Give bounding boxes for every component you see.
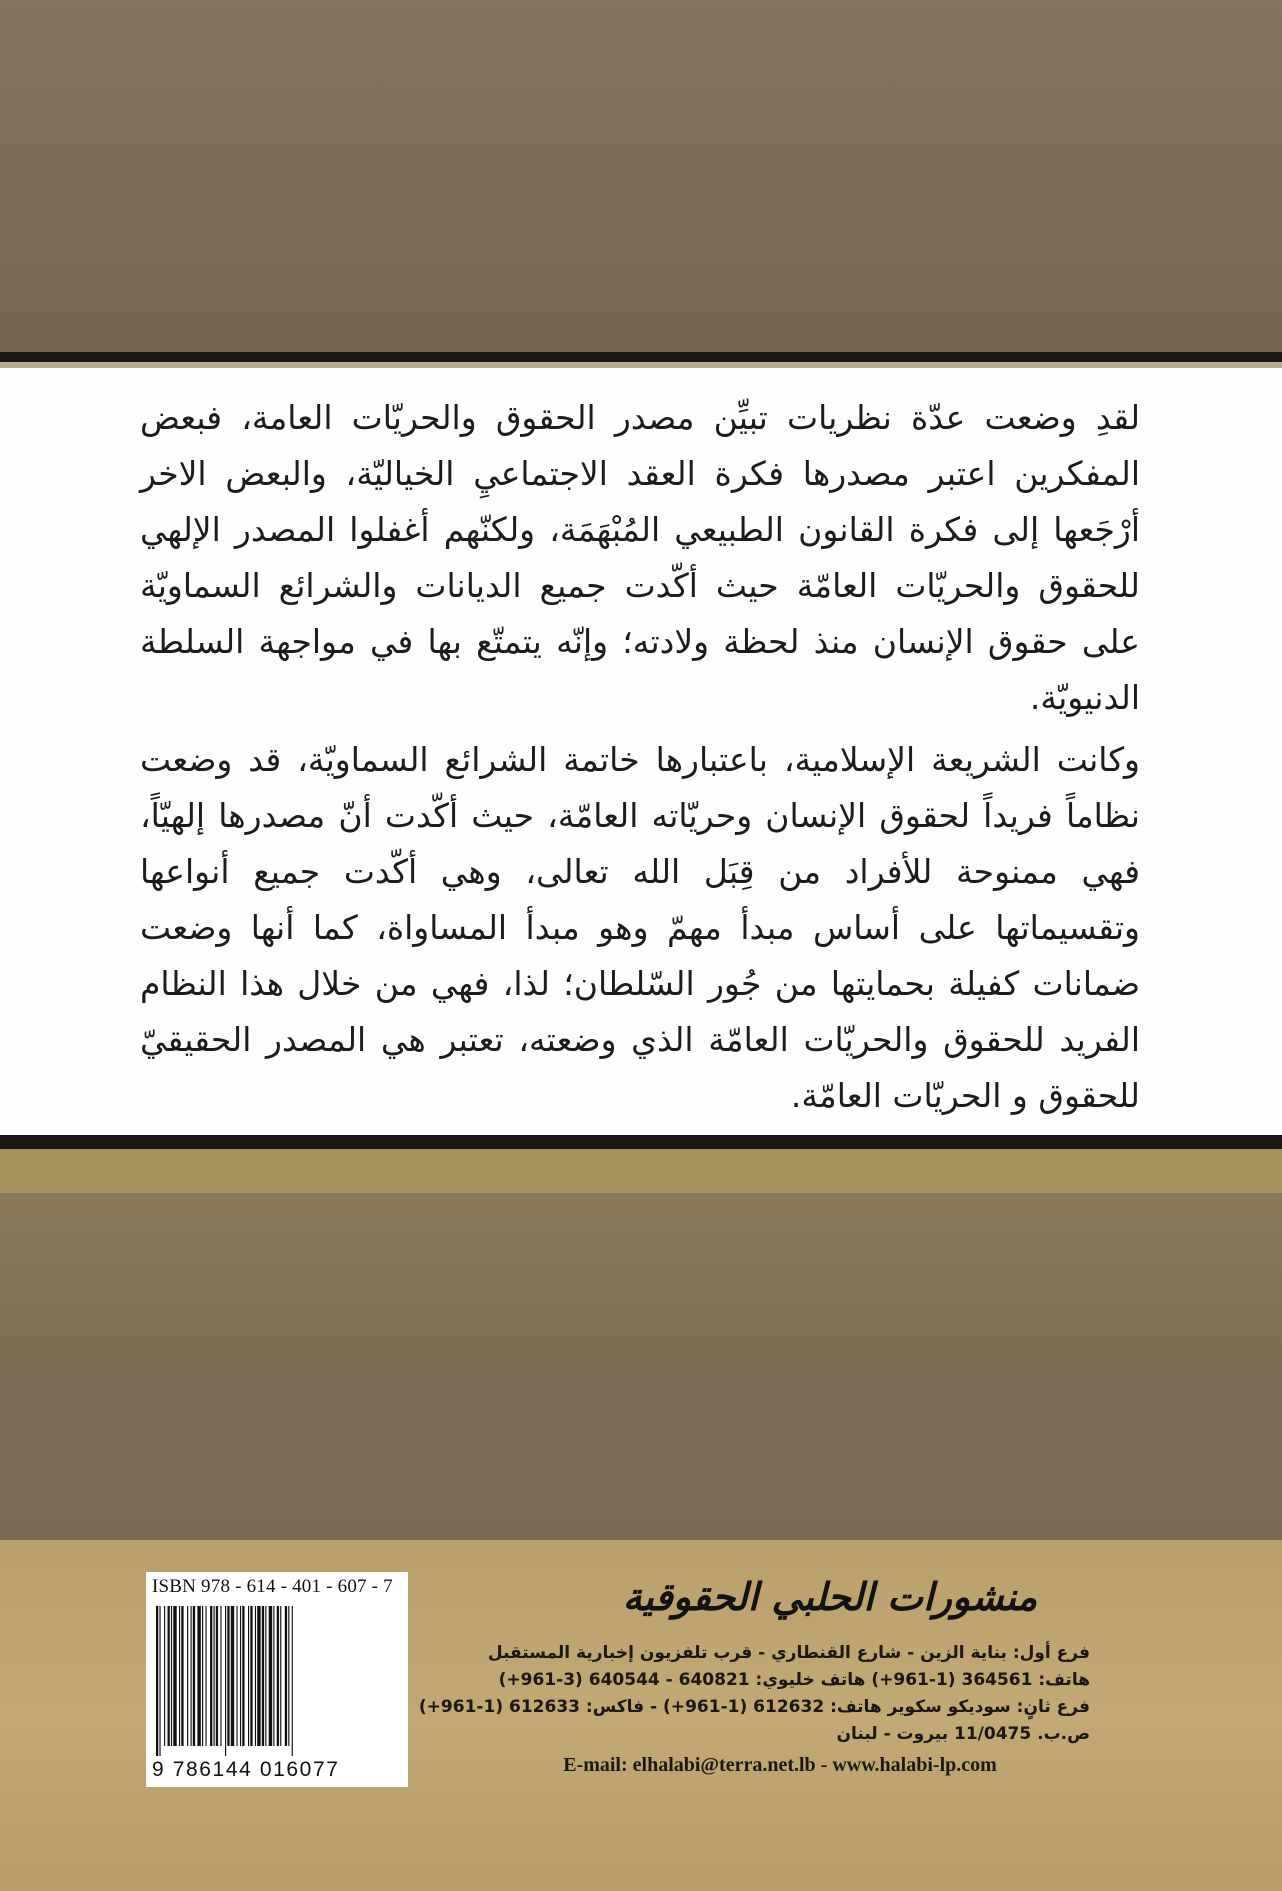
barcode-bar (250, 1606, 252, 1746)
barcode-bar (181, 1606, 183, 1746)
barcode-bar (288, 1606, 289, 1746)
branch-1-phones: هاتف: 364561 (1-961+) هاتف خليوي: 640821 - 640544 (3-961+) (498, 1670, 1090, 1690)
blurb-paragraph-2: وكانت الشريعة الإسلامية، باعتبارها خاتمة الشرائع السماويّة، قد وضعت نظاماً فريداً لحقوق الإنسان وحريّاته العامّة، حيث أكّدت أنّ مصدرها إلهيّاً، فهي ممنوحة للأفراد من قِبَل الله تعالى، وهي أكّدت جميع أنواعها وتقسيماتها على أساس مبدأ مهمّ وهو مبدأ المساواة، كما أنها وضعت ضمانات كفيلة بحمايتها من جُور السّلطان؛ لذا، فهي من خلال هذا النظام الفريد للحقوق والحريّات العامّة الذي وضعته، تعتبر هي المصدر الحقيقيّ للحقوق و الحريّات العامّة. (140, 740, 1140, 1115)
barcode-bar (187, 1606, 188, 1746)
barcode-bar (220, 1606, 221, 1746)
barcode-bar (257, 1606, 260, 1746)
barcode-bar (164, 1606, 165, 1746)
barcode-bar (292, 1606, 293, 1756)
email-website: E-mail: elhalabi@terra.net.lb - www.halabi-lp.com (563, 1754, 997, 1776)
po-box: ص.ب. 11/0475 بيروت - لبنان (836, 1724, 1090, 1744)
barcode-bar (205, 1606, 206, 1746)
barcode-bar (242, 1606, 244, 1746)
barcode-bar (273, 1606, 274, 1746)
barcode-bar (277, 1606, 279, 1746)
barcode-bar (202, 1606, 203, 1746)
barcode-bar (216, 1606, 218, 1746)
barcode-bar (265, 1606, 266, 1746)
blurb-paragraph-1: لقدِ وضعت عدّة نظريات تبيِّن مصدر الحقوق والحريّات العامة، فبعض المفكرين اعتبر مصدرها فكرة العقد الاجتماعيِ الخياليّة، والبعض الاخر أرْجَعها إلى فكرة القانون الطبيعي المُبْهَمَة، ولكنّهم أغفلوا المصدر الإلهي للحقوق والحريّات العامّة حيث أكّدت جميع الديانات والشرائع السماويّة على حقوق الإنسان منذ لحظة ولادته؛ وإنّه يتمتّع بها في مواجهة السلطة الدنيويّة. (140, 398, 1140, 717)
barcode-digits: 9 786144 016077 (152, 1758, 340, 1781)
barcode-bar (248, 1606, 249, 1746)
barcode-bar (214, 1606, 215, 1746)
barcode-bar (227, 1606, 229, 1746)
barcode-bar (231, 1606, 234, 1746)
barcode-bar (173, 1606, 176, 1746)
barcode-bar (255, 1606, 256, 1746)
publisher-contact (418, 1640, 1090, 1779)
back-cover-blurb (140, 390, 1140, 1130)
bottom-divider-rule (0, 1135, 1282, 1149)
barcode-bar (240, 1606, 241, 1746)
barcode-bar (237, 1606, 238, 1746)
barcode-bar (193, 1606, 195, 1746)
top-divider-rule (0, 352, 1282, 362)
barcode-bar (280, 1606, 281, 1746)
barcode-bar (179, 1606, 180, 1746)
branch-2-address: فرع ثانٍ: سوديكو سكوير هاتف: 612632 (1-961+) - فاكس: 612633 (1-961+) (418, 1697, 1090, 1717)
barcode-bar (225, 1606, 226, 1756)
cover-middle-band (0, 1193, 1282, 1540)
barcode-bar (168, 1606, 170, 1746)
olive-strip (0, 1149, 1282, 1193)
barcode-bar (285, 1606, 287, 1746)
barcode-bar (262, 1606, 264, 1746)
barcode-bar (191, 1606, 192, 1746)
barcode-bar (197, 1606, 200, 1746)
barcode-bar (269, 1606, 272, 1746)
isbn-label: ISBN 978 - 614 - 401 - 607 - 7 (152, 1576, 393, 1597)
barcode-bar (171, 1606, 172, 1746)
branch-1-address: فرع أول: بناية الزين - شارع القنطاري - قرب تلفزيون إخبارية المستقبل (487, 1643, 1090, 1663)
barcode-bar (159, 1606, 160, 1756)
barcode-bar (210, 1606, 212, 1746)
cover-top-band (0, 0, 1282, 352)
publisher-logo: منشورات الحلبي الحقوقية (622, 1574, 1038, 1619)
barcode-bar (156, 1606, 158, 1756)
barcode-icon (152, 1606, 404, 1756)
